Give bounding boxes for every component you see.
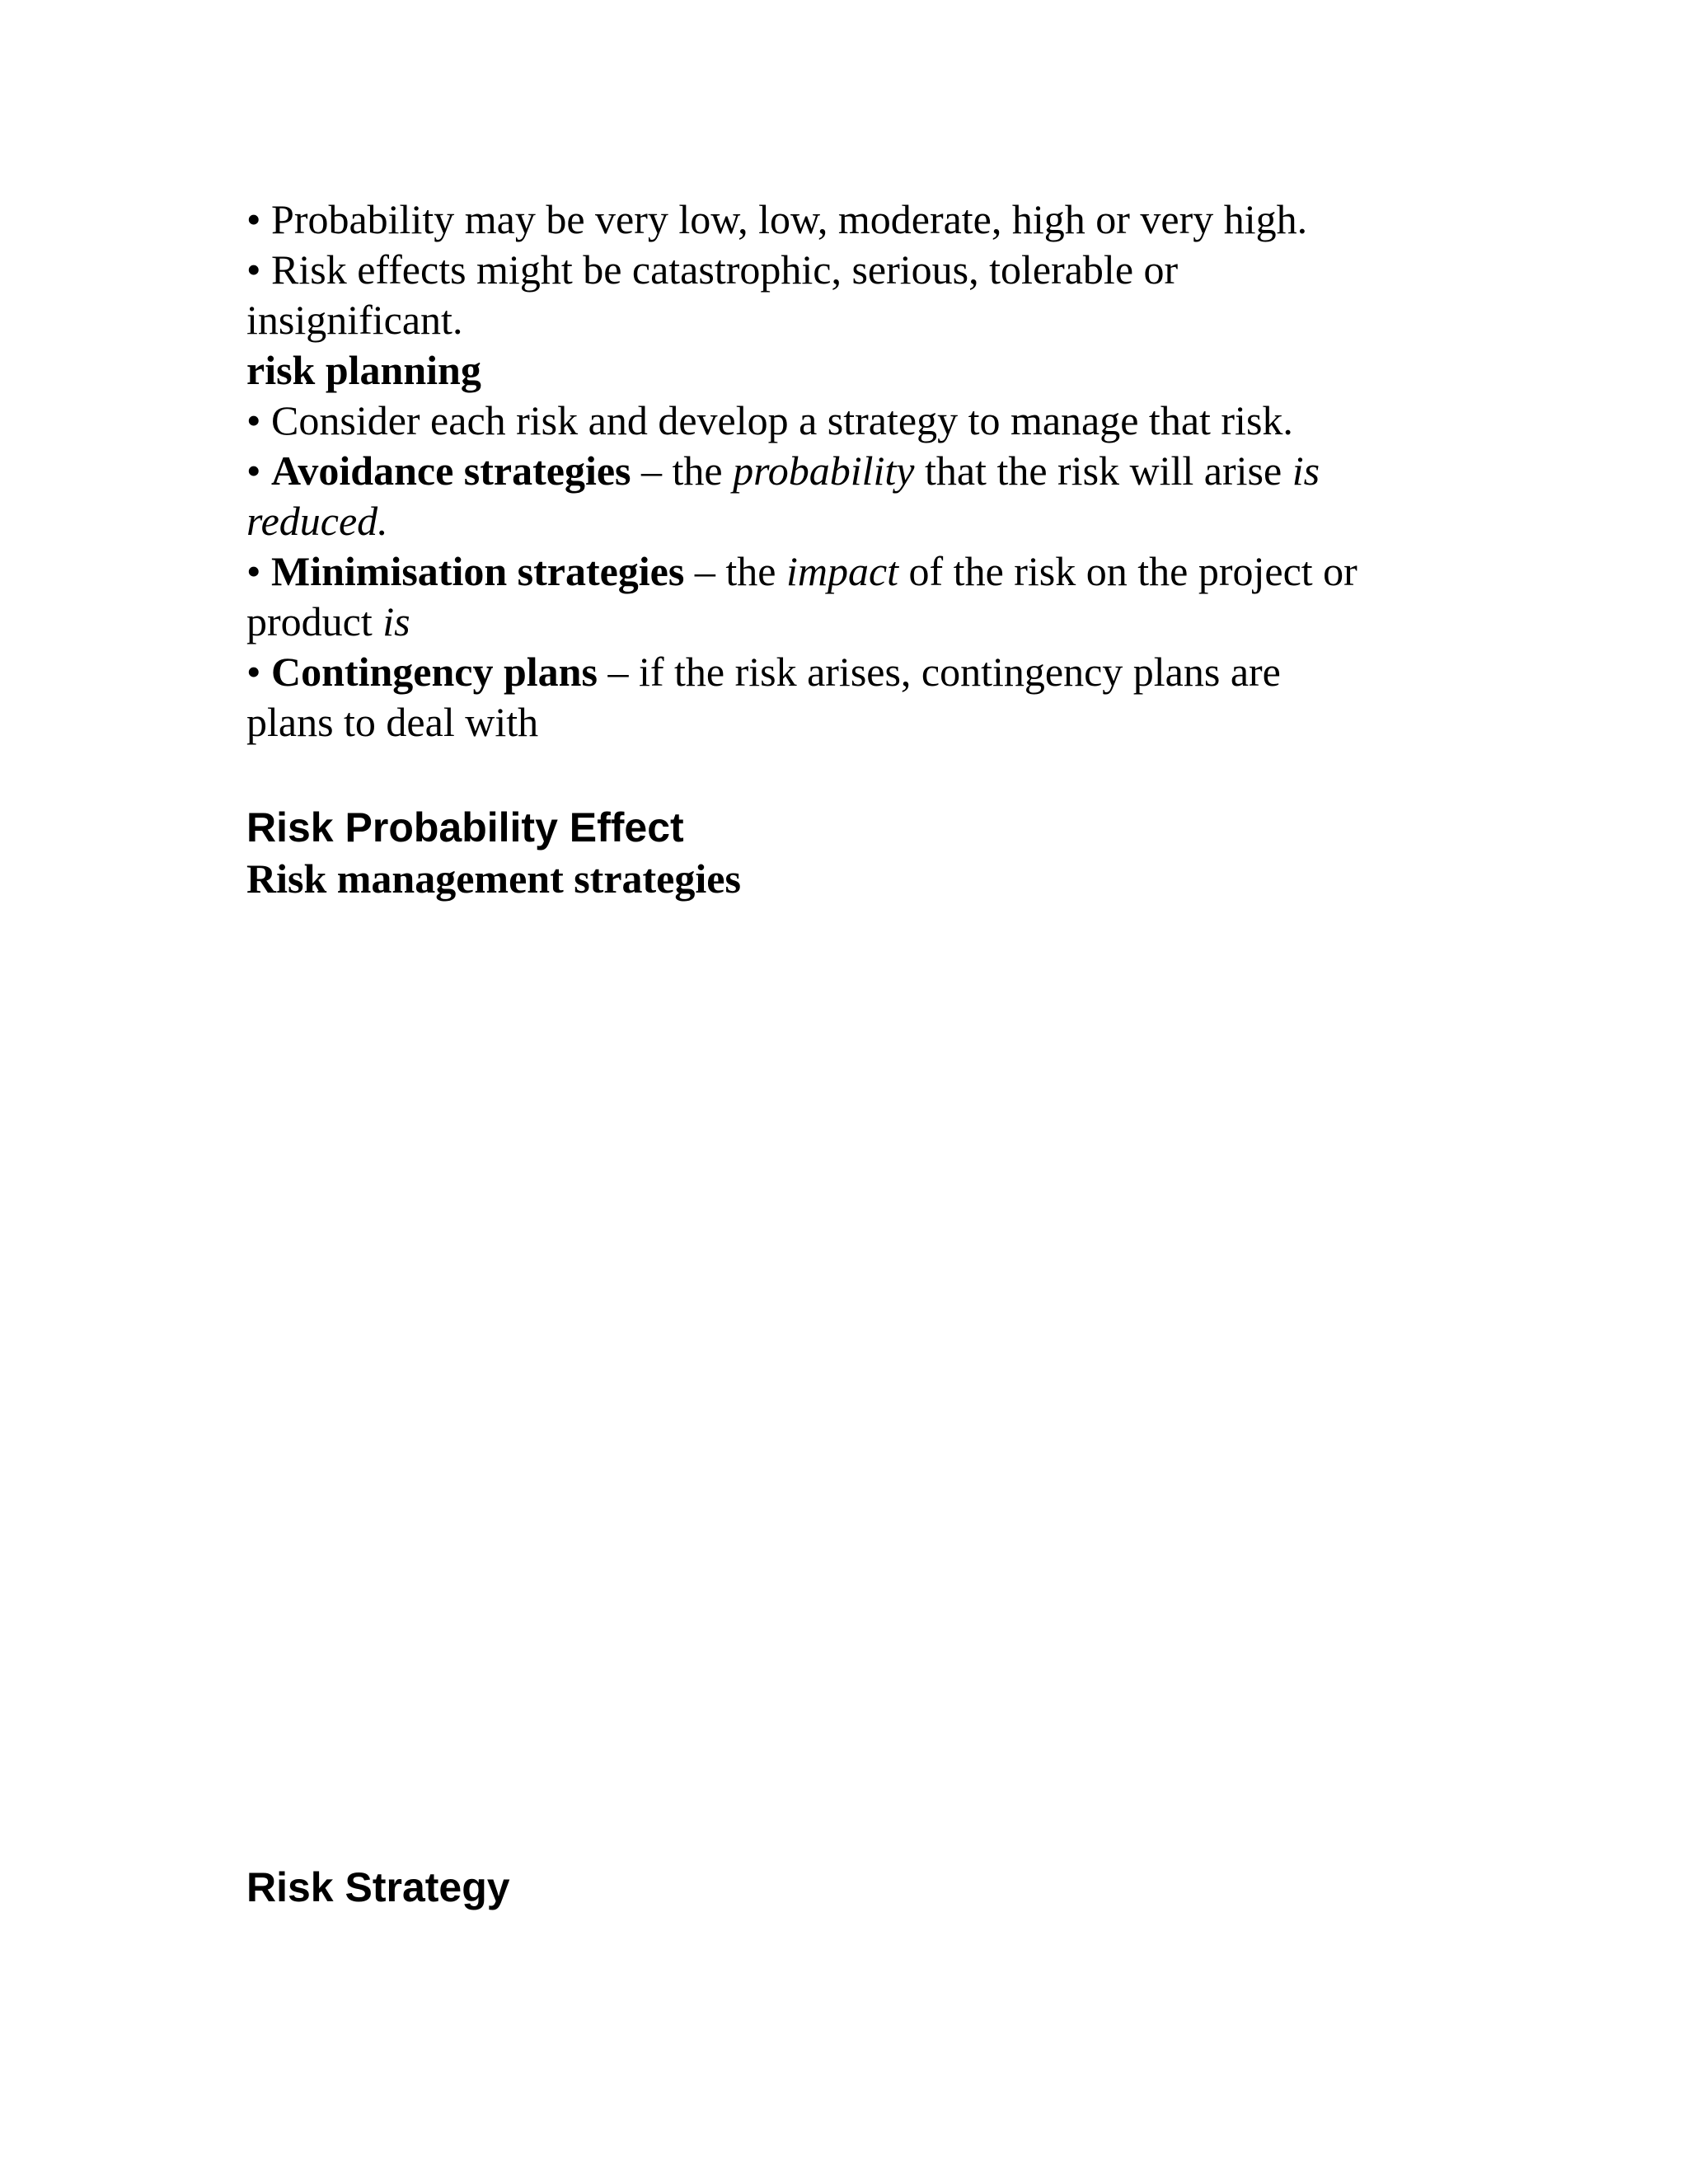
avoidance-term: Avoidance strategies — [271, 448, 631, 494]
probability-text: Probability may be very low, low, moderate, high or very high. — [271, 196, 1308, 242]
contingency-term: Contingency plans — [271, 649, 598, 695]
avoidance-bullet-line — [246, 446, 1450, 496]
minimisation-emph-impact: impact — [785, 548, 899, 594]
bullet: • — [246, 196, 261, 242]
avoidance-line2: reduced. — [246, 498, 388, 544]
bullet: • — [246, 448, 261, 494]
bullet: • — [246, 649, 261, 695]
bullet: • — [246, 246, 261, 293]
minimisation-line2-start: product — [246, 598, 383, 644]
risk-planning-heading: risk planning — [246, 347, 481, 393]
avoidance-middle: that the risk will arise — [914, 448, 1292, 494]
minimisation-line2 — [246, 597, 1450, 647]
minimisation-term: Minimisation strategies — [271, 548, 685, 594]
bullet: • — [246, 397, 261, 443]
avoidance-emph-probability: probability — [733, 448, 915, 494]
consider-bullet-line — [246, 396, 1450, 446]
minimisation-middle: of the risk on the project or — [898, 548, 1357, 594]
risk-probability-effect-heading: Risk Probability Effect — [246, 804, 684, 851]
consider-text: Consider each risk and develop a strategy to manage that risk. — [271, 397, 1293, 443]
minimisation-bullet-line — [246, 546, 1450, 597]
probability-bullet-line — [246, 194, 1450, 245]
effects-text-line1: Risk effects might be catastrophic, serious, tolerable or — [271, 246, 1179, 293]
avoidance-emph-is: is — [1292, 448, 1320, 494]
minimisation-dash: – the — [684, 548, 786, 594]
effects-text-line2: insignificant. — [246, 297, 463, 343]
minimisation-emph-is: is — [382, 598, 410, 644]
risk-strategy-heading: Risk Strategy — [246, 1864, 510, 1910]
contingency-bullet-line — [246, 647, 1450, 697]
contingency-line2: plans to deal with — [246, 699, 539, 745]
body-text — [246, 194, 1450, 748]
risk-management-strategies-heading: Risk management strategies — [246, 855, 741, 902]
contingency-rest: – if the risk arises, contingency plans are — [597, 649, 1281, 695]
effects-bullet-line — [246, 245, 1450, 295]
bullet: • — [246, 548, 261, 594]
avoidance-dash: – the — [631, 448, 734, 494]
